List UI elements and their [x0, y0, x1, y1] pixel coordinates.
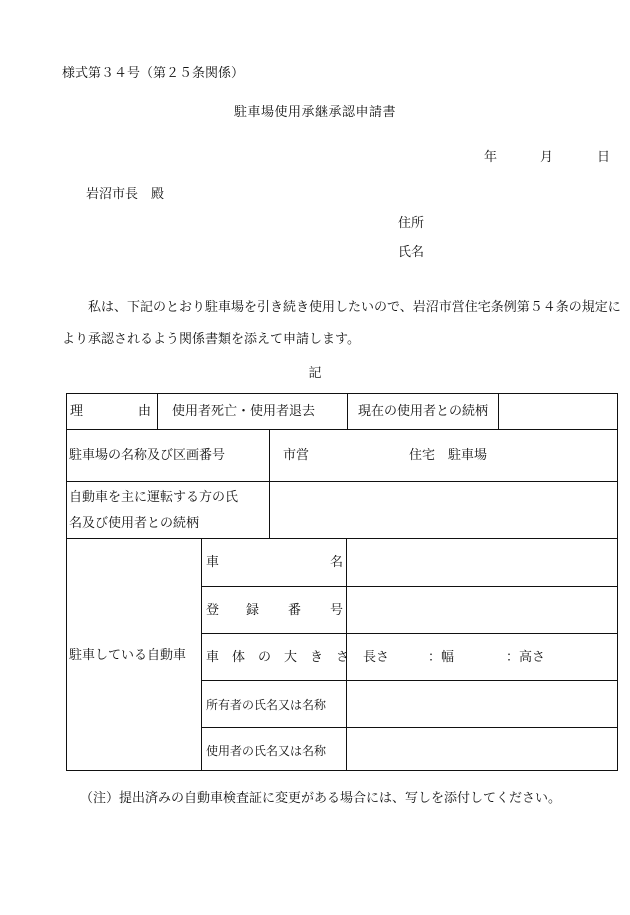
owner-name-value[interactable]	[353, 687, 611, 723]
table-border	[66, 770, 618, 771]
reason-label-part1: 理	[70, 404, 84, 419]
reason-label-part2: 由	[138, 404, 152, 419]
parking-prefix: 市営	[283, 448, 310, 463]
driver-label-line1: 自動車を主に運転する方の氏	[69, 490, 239, 505]
registration-number-value[interactable]	[353, 593, 611, 629]
vehicle-group-label: 駐車している自動車	[69, 648, 187, 663]
column-divider	[347, 393, 348, 429]
request-paragraph: 私は、下記のとおり駐車場を引き続き使用したいので、岩沼市営住宅条例第５４条の規定により承認されるよう関係書類を添えて申請します。	[62, 300, 621, 347]
parking-suffix: 住宅 駐車場	[409, 448, 488, 463]
reason-options: 使用者死亡・使用者退去	[172, 404, 316, 419]
application-table	[66, 393, 618, 771]
current-user-relation-value[interactable]	[506, 401, 610, 423]
ki-heading: 記	[308, 366, 322, 381]
document-title: 駐車場使用承継承認申請書	[233, 105, 396, 120]
row-divider	[201, 680, 618, 681]
current-user-relation-label: 現在の使用者との続柄	[358, 404, 489, 419]
reg-label-4: 号	[330, 603, 344, 618]
form-number: 様式第３４号（第２５条関係）	[62, 66, 245, 81]
user-name-label: 使用者の氏名又は名称	[206, 744, 327, 758]
row-divider	[66, 429, 618, 430]
row-divider	[201, 586, 618, 587]
footer-note: （注）提出済みの自動車検査証に変更がある場合には、写しを添付してください。	[80, 791, 562, 806]
column-divider	[201, 538, 202, 771]
row-divider	[201, 633, 618, 634]
parking-name-label: 駐車場の名称及び区画番号	[69, 448, 226, 463]
date-year-label: 年	[484, 150, 498, 165]
reg-label-2: 録	[246, 603, 260, 618]
table-border	[66, 393, 67, 771]
row-divider	[201, 727, 618, 728]
user-name-value[interactable]	[353, 733, 611, 767]
table-border	[66, 393, 618, 394]
addressee: 岩沼市長 殿	[86, 187, 165, 202]
column-divider	[157, 393, 158, 429]
row-divider	[66, 538, 618, 539]
date-month-label: 月	[540, 150, 554, 165]
applicant-name-label: 氏名	[398, 245, 425, 260]
column-divider	[269, 429, 270, 538]
driver-label-line2: 名及び使用者との続柄	[69, 516, 200, 531]
driver-value[interactable]	[276, 488, 610, 532]
applicant-address-label: 住所	[398, 216, 425, 231]
row-divider	[66, 481, 618, 482]
owner-name-label: 所有者の氏名又は名称	[206, 698, 327, 712]
reg-label-3: 番	[288, 603, 302, 618]
car-name-value[interactable]	[353, 545, 611, 581]
table-border	[617, 393, 618, 771]
reg-label-1: 登	[206, 603, 220, 618]
car-name-label-part2: 名	[330, 555, 344, 570]
body-size-value: 長さ ：幅 ：高さ	[363, 650, 546, 665]
column-divider	[498, 393, 499, 429]
body-size-label: 車 体 の 大 き さ	[206, 650, 350, 665]
date-day-label: 日	[597, 150, 611, 165]
car-name-label-part1: 車	[206, 555, 220, 570]
